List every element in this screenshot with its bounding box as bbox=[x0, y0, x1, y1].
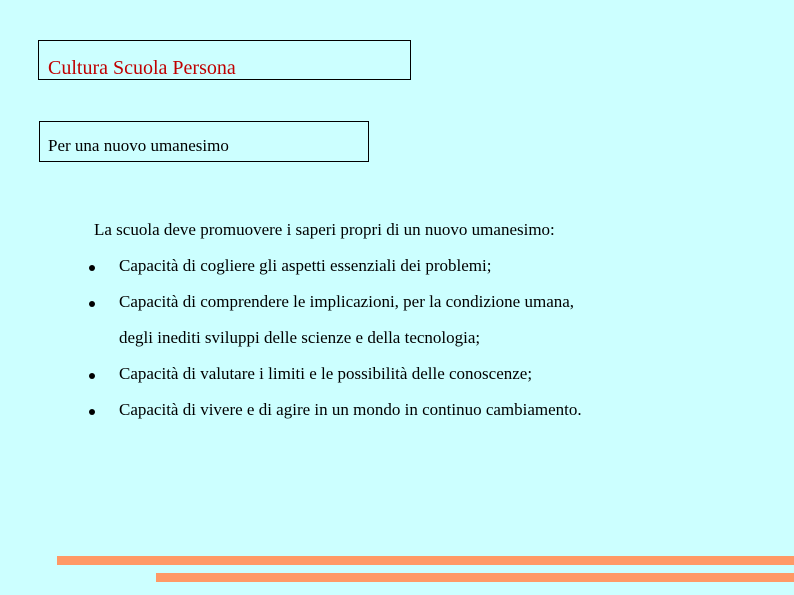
bullet-continuation-text: degli inediti sviluppi delle scienze e della tecnologia; bbox=[119, 328, 481, 347]
slide-subtitle: Per una nuovo umanesimo bbox=[48, 136, 229, 155]
bullet-dot-icon bbox=[89, 301, 95, 307]
intro-text: La scuola deve promuovere i saperi propri di un nuovo umanesimo: bbox=[94, 220, 555, 239]
bullet-text: Capacità di comprendere le implicazioni, per la condizione umana, bbox=[119, 292, 575, 311]
bullet-dot-icon bbox=[89, 265, 95, 271]
bullet-text: Capacità di vivere e di agire in un mondo in continuo cambiamento. bbox=[119, 400, 582, 419]
slide-subtitle-box bbox=[39, 121, 369, 162]
bullet-text: Capacità di valutare i limiti e le possibilità delle conoscenze; bbox=[119, 364, 533, 383]
slide-title-box bbox=[38, 40, 411, 80]
bullet-dot-icon bbox=[89, 409, 95, 415]
decorative-bar-top bbox=[57, 556, 794, 565]
decorative-bar-bottom bbox=[156, 573, 794, 582]
slide-title: Cultura Scuola Persona bbox=[48, 57, 236, 79]
bullet-dot-icon bbox=[89, 373, 95, 379]
bullet-text: Capacità di cogliere gli aspetti essenziali dei problemi; bbox=[119, 256, 492, 275]
